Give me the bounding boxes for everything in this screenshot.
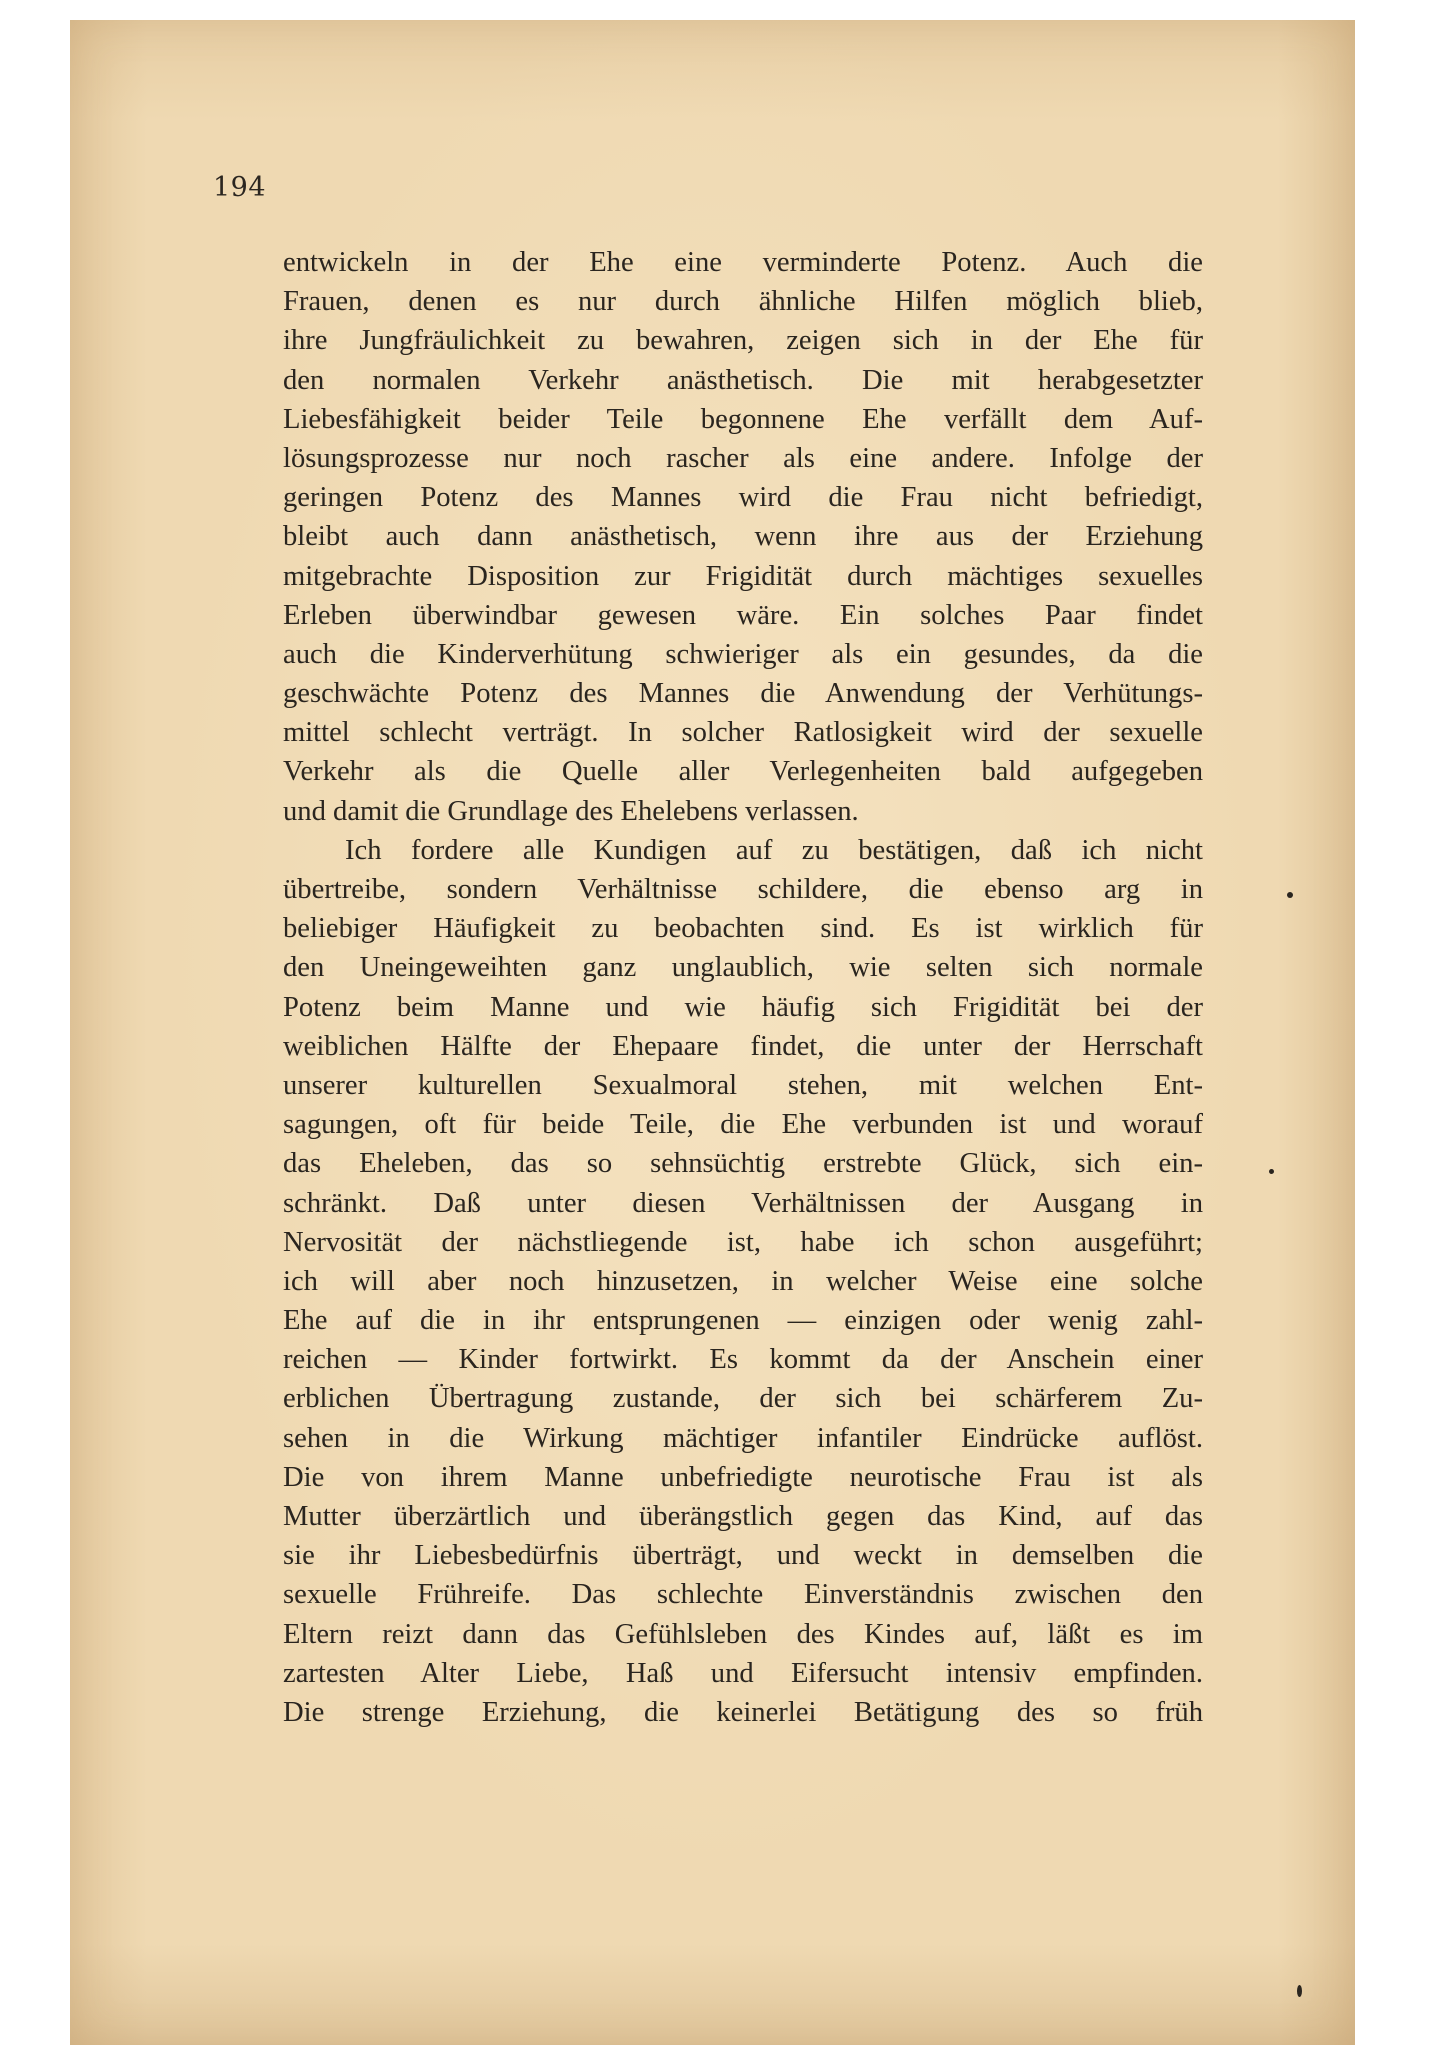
text-line: beliebiger Häufigkeit zu beobachten sind. Es ist wirklich für <box>283 913 1203 945</box>
text-line: Erleben überwindbar gewesen wäre. Ein solches Paar findet <box>283 599 1203 631</box>
paper-speck <box>1297 1985 1302 1997</box>
text-line: sie ihr Liebesbedürfnis überträgt, und weckt in demselben die <box>283 1540 1203 1572</box>
text-line: und damit die Grundlage des Ehelebens verlassen. <box>283 795 859 827</box>
text-line: ich will aber noch hinzusetzen, in welcher Weise eine solche <box>283 1265 1203 1297</box>
text-line: reichen — Kinder fortwirkt. Es kommt da der Anschein einer <box>283 1344 1203 1376</box>
text-line: Ehe auf die in ihr entsprungenen — einzigen oder wenig zahl- <box>283 1305 1203 1337</box>
text-line: Ich fordere alle Kundigen auf zu bestätigen, daß ich nicht <box>345 834 1203 866</box>
text-line: schränkt. Daß unter diesen Verhältnissen der Ausgang in <box>283 1187 1203 1219</box>
text-line: sehen in die Wirkung mächtiger infantiler Eindrücke auflöst. <box>283 1422 1203 1454</box>
text-line: mitgebrachte Disposition zur Frigidität durch mächtiges sexuelles <box>283 560 1203 592</box>
text-line: unserer kulturellen Sexualmoral stehen, mit welchen Ent- <box>283 1069 1203 1101</box>
text-line: Eltern reizt dann das Gefühlsleben des Kindes auf, läßt es im <box>283 1618 1203 1650</box>
text-line: lösungsprozesse nur noch rascher als eine andere. Infolge der <box>283 442 1203 474</box>
text-line: mittel schlecht verträgt. In solcher Ratlosigkeit wird der sexuelle <box>283 717 1203 749</box>
paper-speck <box>1287 892 1293 898</box>
paper-speck <box>1269 1169 1274 1174</box>
text-line: Liebesfähigkeit beider Teile begonnene Ehe verfällt dem Auf- <box>283 403 1203 435</box>
text-line: übertreibe, sondern Verhältnisse schildere, die ebenso arg in <box>283 874 1203 905</box>
text-line: den normalen Verkehr anästhetisch. Die mit herabgesetzter <box>283 364 1203 396</box>
text-line: Die strenge Erziehung, die keinerlei Betätigung des so früh <box>283 1696 1203 1728</box>
text-line: ihre Jungfräulichkeit zu bewahren, zeigen sich in der Ehe für <box>283 325 1203 357</box>
text-line: den Uneingeweihten ganz unglaublich, wie selten sich normale <box>283 952 1203 984</box>
text-line: Potenz beim Manne und wie häufig sich Frigidität bei der <box>283 991 1203 1023</box>
body-text <box>283 243 1203 1732</box>
text-line: erblichen Übertragung zustande, der sich bei schärferem Zu- <box>283 1383 1203 1415</box>
text-line: Die von ihrem Manne unbefriedigte neurotische Frau ist als <box>283 1461 1203 1493</box>
text-line: entwickeln in der Ehe eine verminderte Potenz. Auch die <box>283 247 1203 278</box>
text-line: geschwächte Potenz des Mannes die Anwendung der Verhütungs- <box>283 678 1203 710</box>
text-line: Mutter überzärtlich und überängstlich gegen das Kind, auf das <box>283 1501 1203 1532</box>
text-line: Verkehr als die Quelle aller Verlegenheiten bald aufgegeben <box>283 756 1203 788</box>
text-line: zartesten Alter Liebe, Haß und Eifersucht intensiv empfinden. <box>283 1657 1203 1689</box>
text-line: sagungen, oft für beide Teile, die Ehe verbunden ist und worauf <box>283 1109 1203 1141</box>
text-line: weiblichen Hälfte der Ehepaare findet, die unter der Herrschaft <box>283 1030 1203 1062</box>
text-line: geringen Potenz des Mannes wird die Frau nicht befriedigt, <box>283 482 1203 514</box>
text-line: Frauen, denen es nur durch ähnliche Hilfen möglich blieb, <box>283 286 1203 318</box>
text-line: auch die Kinderverhütung schwieriger als ein gesundes, da die <box>283 638 1203 670</box>
page-number: 194 <box>213 172 267 203</box>
text-line: das Eheleben, das so sehnsüchtig erstrebte Glück, sich ein- <box>283 1148 1203 1180</box>
text-line: Nervosität der nächstliegende ist, habe ich schon ausgeführt; <box>283 1226 1203 1258</box>
text-line: sexuelle Frühreife. Das schlechte Einverständnis zwischen den <box>283 1579 1203 1611</box>
text-line: bleibt auch dann anästhetisch, wenn ihre aus der Erziehung <box>283 521 1203 553</box>
